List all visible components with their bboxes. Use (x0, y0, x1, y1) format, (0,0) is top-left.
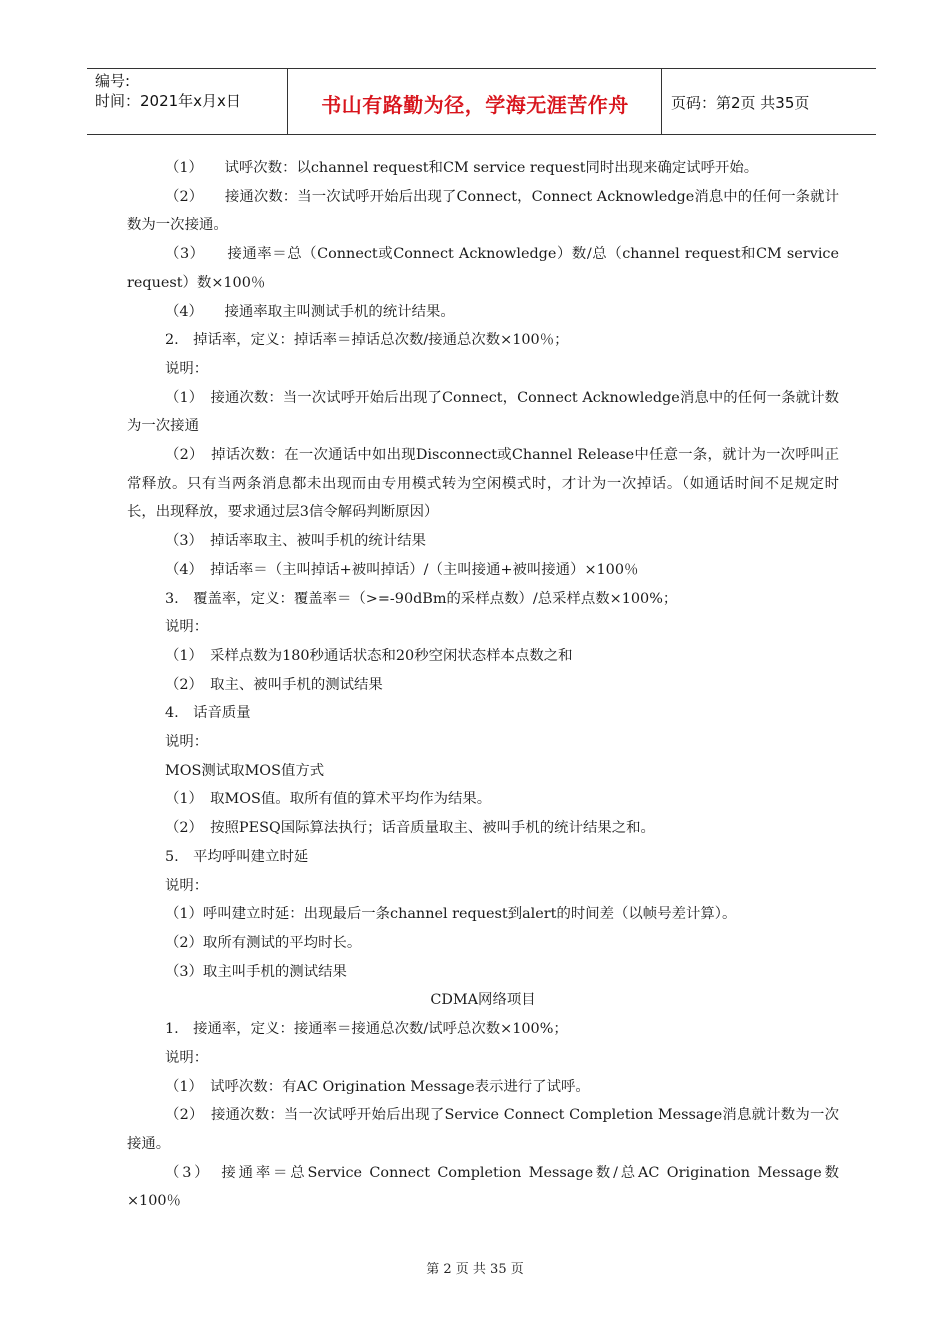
section-heading: 1. 接通率，定义：接通率＝接通总次数/试呼总次数×100%； (165, 1021, 568, 1038)
header-motto: 书山有路勤为径，学海无涯苦作舟 (321, 93, 629, 117)
paragraph: （2） 掉话次数：在一次通话中如出现Disconnect或Channel Release中任意一条，就计为一次呼叫正常释放。只有当两条消息都未出现而由专用模式转为空闲模式时，才计为一次掉话。（如通话时间不足规定时长，出现释放，要求通过层3信令解码判断原因） (127, 447, 839, 521)
section-heading: 4. 话音质量 (165, 705, 251, 722)
paragraph: （2） 按照PESQ国际算法执行；话音质量取主、被叫手机的统计结果之和。 (165, 820, 655, 837)
paragraph: （4） 掉话率＝（主叫掉话+被叫掉话）/（主叫接通+被叫接通）×100％ (165, 561, 639, 578)
page-header (87, 68, 876, 135)
paragraph: （1） 试呼次数：以channel request和CM service request同时出现来确定试呼开始。 (165, 160, 759, 176)
section-title: CDMA网络项目 (430, 992, 536, 1009)
paragraph: （2）取所有测试的平均时长。 (165, 934, 362, 951)
paragraph: 说明： (165, 360, 209, 377)
paragraph: （3） 接通率＝总（Connect或Connect Acknowledge）数/总（channel request和CM service request）数×100％ (127, 246, 839, 291)
document-body (127, 154, 839, 1216)
paragraph: （3）取主叫手机的测试结果 (165, 963, 347, 980)
paragraph: 说明： (165, 877, 209, 894)
section-heading: 5. 平均呼叫建立时延 (165, 848, 309, 865)
paragraph: （1） 接通次数：当一次试呼开始后出现了Connect，Connect Acknowledge消息中的任何一条就计数为一次接通 (127, 389, 839, 435)
paragraph: （1）呼叫建立时延：出现最后一条channel request到alert的时间差（以帧号差计算）。 (165, 906, 737, 923)
paragraph: （2） 接通次数：当一次试呼开始后出现了Service Connect Completion Message消息就计数为一次接通。 (127, 1107, 839, 1152)
paragraph: 说明： (165, 619, 209, 636)
document-number-label: 编号: (95, 72, 131, 90)
header-meta (95, 71, 241, 111)
header-page-info: 页码：第2页 共35页 (671, 94, 810, 112)
paragraph: （1） 取MOS值。取所有值的算术平均作为结果。 (165, 791, 492, 808)
paragraph: 说明： (165, 1049, 209, 1066)
paragraph: （4） 接通率取主叫测试手机的统计结果。 (165, 303, 455, 320)
paragraph: 说明： (165, 734, 209, 751)
section-heading: 2. 掉话率，定义：掉话率＝掉话总次数/接通总次数×100％； (165, 332, 569, 349)
paragraph: （2） 取主、被叫手机的测试结果 (165, 676, 383, 693)
section-heading: 3. 覆盖率，定义：覆盖率＝（>=-90dBm的采样点数）/总采样点数×100%； (165, 590, 678, 607)
paragraph: MOS测试取MOS值方式 (165, 762, 325, 779)
paragraph: （2） 接通次数：当一次试呼开始后出现了Connect，Connect Acknowledge消息中的任何一条就计数为一次接通。 (127, 188, 839, 234)
paragraph: （1） 采样点数为180秒通话状态和20秒空闲状态样本点数之和 (165, 647, 573, 664)
paragraph: （3） 掉话率取主、被叫手机的统计结果 (165, 533, 426, 550)
header-divider (287, 69, 288, 135)
document-time-label: 时间：2021年x月x日 (95, 92, 241, 110)
paragraph: （1） 试呼次数：有AC Origination Message表示进行了试呼。 (165, 1078, 590, 1095)
header-divider (661, 69, 662, 135)
paragraph: （3） 接通率＝总Service Connect Completion Message数/总AC Origination Message数×100％ (127, 1164, 839, 1210)
page-footer: 第 2 页 共 35 页 (426, 1262, 524, 1277)
